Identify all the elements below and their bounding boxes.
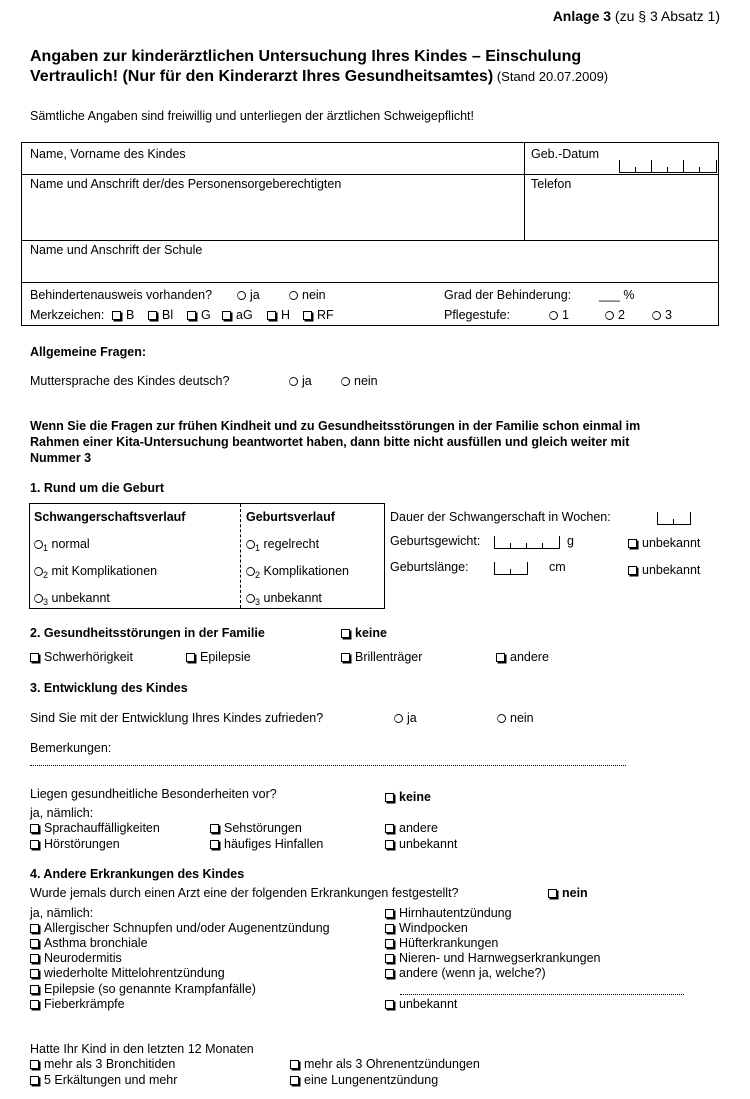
school-field[interactable]: Name und Anschrift der Schule [30, 243, 203, 257]
stand-date: (Stand 20.07.2009) [493, 69, 609, 84]
birth-weight-boxes[interactable] [494, 536, 560, 549]
disease-checkbox[interactable] [30, 966, 225, 980]
checkbox-label: unbekannt [399, 997, 458, 1011]
checkbox-icon [30, 840, 39, 849]
radio-icon [34, 567, 43, 576]
checkbox-icon [30, 1060, 39, 1069]
pregnancy-option-1[interactable] [34, 537, 90, 553]
special-item-checkbox[interactable] [210, 821, 302, 835]
disease-checkbox[interactable] [385, 921, 468, 935]
confidential-note: Vertraulich! (Nur für den Kinderarzt Ihres Gesundheitsamtes) [30, 68, 494, 85]
checkbox-icon [30, 824, 39, 833]
merkzeichen-bl-checkbox[interactable] [148, 308, 173, 322]
telefon-field[interactable]: Telefon [531, 177, 572, 191]
checkbox-icon [30, 939, 39, 948]
checkbox-icon [385, 909, 394, 918]
anlage-label [553, 8, 720, 24]
checkbox-icon [628, 539, 637, 548]
disease-checkbox[interactable] [385, 936, 498, 950]
muttersprache-question: Muttersprache des Kindes deutsch? [30, 374, 230, 388]
radio-icon [605, 311, 614, 320]
checkbox-label: mehr als 3 Ohrenentzündungen [304, 1057, 480, 1071]
checkbox-label: unbekannt [399, 837, 458, 851]
checkbox-label: Nieren- und Harnwegserkrankungen [399, 951, 601, 965]
checkbox-icon [30, 1076, 39, 1085]
disease-checkbox[interactable] [385, 966, 546, 980]
merkzeichen-g-checkbox[interactable] [187, 308, 211, 322]
pregnancy-option-2[interactable] [34, 564, 157, 580]
birthdate-digit-boxes[interactable] [619, 160, 717, 173]
pflegestufe-3-radio[interactable] [652, 308, 672, 322]
checkbox-icon [385, 793, 394, 802]
anlage-reference: (zu § 3 Absatz 1) [611, 8, 720, 24]
remarks-label: Bemerkungen: [30, 741, 112, 755]
checkbox-label: H [281, 308, 291, 322]
birth-length-boxes[interactable] [494, 562, 528, 575]
checkbox-label: RF [317, 308, 334, 322]
radio-icon [497, 714, 506, 723]
pregnancy-column-head: Schwangerschaftsverlauf [34, 510, 186, 524]
option-label: unbekannt [263, 591, 322, 605]
checkbox-icon [186, 653, 195, 662]
disease-checkbox[interactable] [30, 982, 256, 996]
radio-icon [34, 594, 43, 603]
table-divider [21, 282, 719, 283]
checkbox-label: B [126, 308, 135, 322]
disease-checkbox[interactable] [385, 906, 512, 920]
ja-naemlich-label: ja, nämlich: [30, 806, 94, 820]
radio-icon [289, 377, 298, 386]
option-number: 3 [43, 597, 49, 607]
merkzeichen-ag-checkbox[interactable] [222, 308, 253, 322]
radio-label: 3 [665, 308, 672, 322]
birth-length-unknown-checkbox[interactable] [628, 563, 700, 577]
development-question: Sind Sie mit der Entwicklung Ihres Kindes zufrieden? [30, 711, 324, 725]
checkbox-icon [385, 939, 394, 948]
special-item-checkbox[interactable] [30, 821, 160, 835]
checkbox-label: keine [399, 790, 431, 804]
diseases-nein-checkbox[interactable] [548, 886, 588, 900]
option-label: unbekannt [51, 591, 110, 605]
table-divider [21, 240, 719, 241]
radio-icon [341, 377, 350, 386]
other-disease-input-line[interactable] [400, 994, 684, 995]
ausweis-question: Behindertenausweis vorhanden? [30, 288, 213, 302]
special-item-checkbox[interactable] [385, 837, 457, 851]
checkbox-icon [210, 824, 219, 833]
merkzeichen-rf-checkbox[interactable] [303, 308, 334, 322]
checkbox-label: unbekannt [642, 563, 701, 577]
checkbox-label: Bl [162, 308, 174, 322]
development-ja-radio[interactable] [394, 711, 417, 725]
last12-checkbox[interactable] [290, 1073, 438, 1087]
option-label: mit Komplikationen [51, 564, 158, 578]
checkbox-label: Asthma bronchiale [44, 936, 148, 950]
checkbox-label: Hörstörungen [44, 837, 120, 851]
birth-option-2[interactable] [246, 564, 349, 580]
radio-icon [246, 594, 255, 603]
checkbox-label: Brillenträger [355, 650, 423, 664]
general-heading: Allgemeine Fragen: [30, 345, 146, 359]
checkbox-icon [385, 954, 394, 963]
radio-label: nein [354, 374, 378, 388]
special-item-checkbox[interactable] [385, 821, 438, 835]
checkbox-icon [148, 311, 157, 320]
option-number: 2 [255, 570, 261, 580]
checkbox-icon [222, 311, 231, 320]
page-title: Angaben zur kinderärztlichen Untersuchung Ihres Kindes – Einschulung [30, 48, 582, 65]
pflegestufe-label: Pflegestufe: [444, 308, 511, 322]
birthdate-label: Geb.-Datum [531, 147, 600, 161]
checkbox-label: Fieberkrämpfe [44, 997, 125, 1011]
last12-checkbox[interactable] [290, 1057, 480, 1071]
checkbox-label: Sehstörungen [224, 821, 302, 835]
checkbox-label: Hüfterkrankungen [399, 936, 499, 950]
disease-checkbox[interactable] [30, 997, 125, 1011]
checkbox-label: mehr als 3 Bronchitiden [44, 1057, 176, 1071]
checkbox-label: Schwerhörigkeit [44, 650, 133, 664]
checkbox-label: Hirnhautentzündung [399, 906, 512, 920]
birth-weight-label: Geburtsgewicht: [390, 534, 481, 548]
kita-note-line: Nummer 3 [30, 451, 92, 465]
checkbox-icon [628, 566, 637, 575]
birth-option-3[interactable] [246, 591, 322, 607]
checkbox-label: andere [399, 821, 438, 835]
checkbox-label: häufiges Hinfallen [224, 837, 324, 851]
family-item-checkbox[interactable] [186, 650, 251, 664]
ja-naemlich-label: ja, nämlich: [30, 906, 94, 920]
special-keine-checkbox[interactable] [385, 790, 431, 804]
checkbox-icon [341, 653, 350, 662]
table-divider [21, 174, 719, 175]
checkbox-label: G [201, 308, 211, 322]
checkbox-icon [385, 1000, 394, 1009]
checkbox-label: Allergischer Schnupfen und/oder Augenentzündung [44, 921, 330, 935]
kita-note-line: Wenn Sie die Fragen zur frühen Kindheit und zu Gesundheitsstörungen in der Familie schon einmal im [30, 419, 641, 433]
radio-label: 1 [562, 308, 569, 322]
checkbox-icon [496, 653, 505, 662]
radio-icon [289, 291, 298, 300]
radio-label: nein [510, 711, 534, 725]
ausweis-ja-radio[interactable] [237, 288, 260, 302]
checkbox-icon [30, 653, 39, 662]
special-item-checkbox[interactable] [210, 837, 323, 851]
checkbox-icon [267, 311, 276, 320]
disease-checkbox[interactable] [385, 951, 601, 965]
birth-weight-unknown-checkbox[interactable] [628, 536, 700, 550]
anlage-number: Anlage 3 [552, 8, 612, 24]
disease-unknown-checkbox[interactable] [385, 997, 457, 1011]
development-nein-radio[interactable] [497, 711, 534, 725]
birth-length-unit: cm [549, 560, 566, 574]
radio-icon [549, 311, 558, 320]
birth-option-1[interactable] [246, 537, 319, 553]
checkbox-icon [30, 954, 39, 963]
option-label: regelrecht [263, 537, 320, 551]
checkbox-label: eine Lungenentzündung [304, 1073, 439, 1087]
muttersprache-nein-radio[interactable] [341, 374, 378, 388]
radio-icon [246, 540, 255, 549]
page-subtitle [30, 67, 608, 87]
option-label: normal [51, 537, 90, 551]
checkbox-label: andere [510, 650, 549, 664]
birth-length-label: Geburtslänge: [390, 560, 469, 574]
radio-label: ja [407, 711, 417, 725]
birth-column-head: Geburtsverlauf [246, 510, 335, 524]
birth-weight-unit: g [567, 534, 574, 548]
diseases-question: Wurde jemals durch einen Arzt eine der folgenden Erkrankungen festgestellt? [30, 886, 459, 900]
guardian-field[interactable]: Name und Anschrift der/des Personensorgeberechtigten [30, 177, 342, 191]
table-divider [524, 142, 525, 241]
pregnancy-duration-label: Dauer der Schwangerschaft in Wochen: [390, 510, 611, 524]
family-item-checkbox[interactable] [341, 650, 422, 664]
grad-label: Grad der Behinderung: [444, 288, 572, 302]
checkbox-icon [112, 311, 121, 320]
radio-label: ja [250, 288, 260, 302]
disease-checkbox[interactable] [30, 951, 122, 965]
special-item-checkbox[interactable] [30, 837, 120, 851]
checkbox-label: aG [236, 308, 253, 322]
muttersprache-ja-radio[interactable] [289, 374, 312, 388]
checkbox-label: nein [562, 886, 588, 900]
family-heading: 2. Gesundheitsstörungen in der Familie [30, 626, 265, 640]
radio-label: nein [302, 288, 326, 302]
checkbox-icon [341, 629, 350, 638]
merkzeichen-h-checkbox[interactable] [267, 308, 290, 322]
checkbox-icon [30, 1000, 39, 1009]
disease-checkbox[interactable] [30, 936, 148, 950]
checkbox-label: unbekannt [642, 536, 701, 550]
last12-checkbox[interactable] [30, 1073, 177, 1087]
checkbox-label: wiederholte Mittelohrentzündung [44, 966, 225, 980]
checkbox-icon [385, 824, 394, 833]
ausweis-nein-radio[interactable] [289, 288, 326, 302]
voluntary-notice: Sämtliche Angaben sind freiwillig und unterliegen der ärztlichen Schweigepflicht! [30, 109, 475, 123]
checkbox-icon [290, 1060, 299, 1069]
checkbox-icon [187, 311, 196, 320]
checkbox-label: Sprachauffälligkeiten [44, 821, 160, 835]
option-number: 3 [255, 597, 261, 607]
option-number: 2 [43, 570, 49, 580]
family-item-checkbox[interactable] [496, 650, 549, 664]
checkbox-icon [30, 985, 39, 994]
checkbox-icon [385, 924, 394, 933]
grad-input[interactable]: ___ % [599, 288, 635, 302]
checkbox-label: Epilepsie [200, 650, 251, 664]
option-number: 1 [255, 543, 261, 553]
checkbox-label: 5 Erkältungen und mehr [44, 1073, 178, 1087]
birth-heading: 1. Rund um die Geburt [30, 481, 165, 495]
last12-checkbox[interactable] [30, 1057, 175, 1071]
checkbox-icon [30, 924, 39, 933]
radio-icon [652, 311, 661, 320]
checkbox-label: andere (wenn ja, welche?) [399, 966, 546, 980]
checkbox-icon [385, 969, 394, 978]
disease-checkbox[interactable] [30, 921, 330, 935]
checkbox-icon [210, 840, 219, 849]
checkbox-label: Neurodermitis [44, 951, 122, 965]
radio-icon [246, 567, 255, 576]
pflegestufe-2-radio[interactable] [605, 308, 625, 322]
radio-icon [237, 291, 246, 300]
checkbox-icon [30, 969, 39, 978]
checkbox-label: keine [355, 626, 387, 640]
checkbox-icon [290, 1076, 299, 1085]
pflegestufe-1-radio[interactable] [549, 308, 569, 322]
pregnancy-duration-boxes[interactable] [657, 512, 691, 525]
pregnancy-option-3[interactable] [34, 591, 110, 607]
checkbox-icon [548, 889, 557, 898]
radio-icon [34, 540, 43, 549]
last12-heading: Hatte Ihr Kind in den letzten 12 Monaten [30, 1042, 254, 1056]
radio-label: 2 [618, 308, 625, 322]
merkzeichen-label: Merkzeichen: [30, 308, 105, 322]
family-item-checkbox[interactable] [30, 650, 133, 664]
checkbox-label: Epilepsie (so genannte Krampfanfälle) [44, 982, 256, 996]
radio-label: ja [302, 374, 312, 388]
remarks-input-line[interactable] [30, 765, 626, 766]
radio-icon [394, 714, 403, 723]
checkbox-label: Windpocken [399, 921, 468, 935]
option-label: Komplikationen [263, 564, 349, 578]
checkbox-icon [303, 311, 312, 320]
special-question: Liegen gesundheitliche Besonderheiten vor? [30, 787, 277, 801]
development-heading: 3. Entwicklung des Kindes [30, 681, 188, 695]
birth-box-divider [240, 504, 241, 608]
child-name-field[interactable]: Name, Vorname des Kindes [30, 147, 186, 161]
option-number: 1 [43, 543, 49, 553]
kita-note-line: Rahmen einer Kita-Untersuchung beantwortet haben, dann bitte nicht ausfüllen und gleich weiter mit [30, 435, 630, 449]
checkbox-icon [385, 840, 394, 849]
merkzeichen-b-checkbox[interactable] [112, 308, 134, 322]
family-keine-checkbox[interactable] [341, 626, 387, 640]
diseases-heading: 4. Andere Erkrankungen des Kindes [30, 867, 245, 881]
